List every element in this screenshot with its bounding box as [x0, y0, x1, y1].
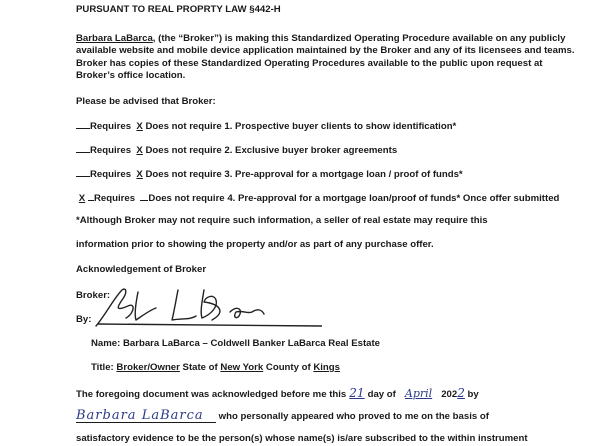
year-prefix: 202	[438, 389, 458, 400]
intro-text-1: , (the “Broker”) is making this Standardized Operating Procedure available on any publicly	[152, 33, 566, 44]
broker-label: Broker:	[76, 290, 111, 301]
does-not-require-label: Does not require	[148, 193, 225, 204]
appeared-line	[76, 409, 489, 423]
does-not-require-mark[interactable]: X	[136, 145, 143, 156]
day-value[interactable]: 21	[349, 386, 365, 400]
by-label: By:	[76, 314, 92, 325]
page-heading: PURSUANT TO REAL PROPRTY LAW §442-H	[76, 4, 281, 15]
intro-line-2: available website and mobile device application maintained by the Broker and any of its licensees and teams.	[76, 45, 575, 56]
does-not-require-label: Does not require	[145, 145, 222, 156]
state-value: New York	[220, 362, 264, 373]
requirement-row	[76, 167, 463, 181]
intro-line-4: Broker’s office location.	[76, 70, 186, 81]
requirement-row	[76, 191, 559, 205]
year-digit[interactable]: 2	[457, 386, 465, 400]
requirement-text: 1. Prospective buyer clients to show identification*	[224, 121, 457, 132]
state-label: State of	[179, 362, 221, 373]
note-line-1: *Although Broker may not require such information, a seller of real estate may require this	[76, 215, 488, 226]
requires-checkbox[interactable]: X	[78, 193, 86, 204]
title-label: Title:	[91, 362, 117, 373]
requires-label: Requires	[90, 145, 132, 156]
broker-name: Barbara LaBarca	[76, 33, 153, 44]
requirement-row	[76, 119, 456, 133]
requires-checkbox[interactable]	[76, 119, 90, 129]
appeared-text: who personally appeared who proved to me on the basis of	[216, 411, 489, 422]
note-line-2: information prior to showing the property and/or as part of any purchase offer.	[76, 239, 434, 250]
acknowledgement-heading: Acknowledgement of Broker	[76, 264, 207, 275]
does-not-require-label: Does not require	[145, 169, 222, 180]
requirement-text: 3. Pre-approval for a mortgage loan / proof of funds*	[224, 169, 463, 180]
requires-label: Requires	[90, 169, 132, 180]
requirement-text: 2. Exclusive buyer broker agreements	[224, 145, 398, 156]
does-not-require-label: Does not require	[145, 121, 222, 132]
title-value: Broker/Owner	[116, 362, 180, 373]
requires-label: Requires	[94, 193, 136, 204]
title-line	[91, 362, 340, 374]
requires-checkbox[interactable]	[76, 167, 90, 177]
does-not-require-mark[interactable]: X	[136, 121, 143, 132]
month-value[interactable]: April	[404, 387, 433, 400]
requirement-text: 4. Pre-approval for a mortgage loan/proof of funds* Once offer submitted	[227, 193, 560, 204]
requires-checkbox[interactable]	[76, 143, 90, 153]
name-line: Name: Barbara LaBarca – Coldwell Banker LaBarca Real Estate	[91, 338, 381, 349]
intro-line-1	[76, 33, 565, 45]
foregoing-line	[76, 387, 479, 401]
does-not-require-mark[interactable]: X	[136, 169, 143, 180]
county-label: County of	[263, 362, 314, 373]
broker-signature	[92, 284, 322, 332]
last-line: satisfactory evidence to be the person(s) whose name(s) is/are subscribed to the within instrument	[76, 433, 528, 444]
requires-label: Requires	[90, 121, 132, 132]
appeared-name[interactable]: Barbara LaBarca	[76, 409, 216, 423]
foregoing-prefix: The foregoing document was acknowledged before me this	[76, 389, 349, 400]
county-value: Kings	[313, 362, 340, 373]
foregoing-suffix: by	[464, 389, 479, 400]
requirement-row	[76, 143, 397, 157]
advised-line: Please be advised that Broker:	[76, 96, 216, 107]
day-label: day of	[364, 389, 399, 400]
intro-line-3: Broker has copies of these Standardized Operating Procedures available to the public upon request at	[76, 58, 543, 69]
